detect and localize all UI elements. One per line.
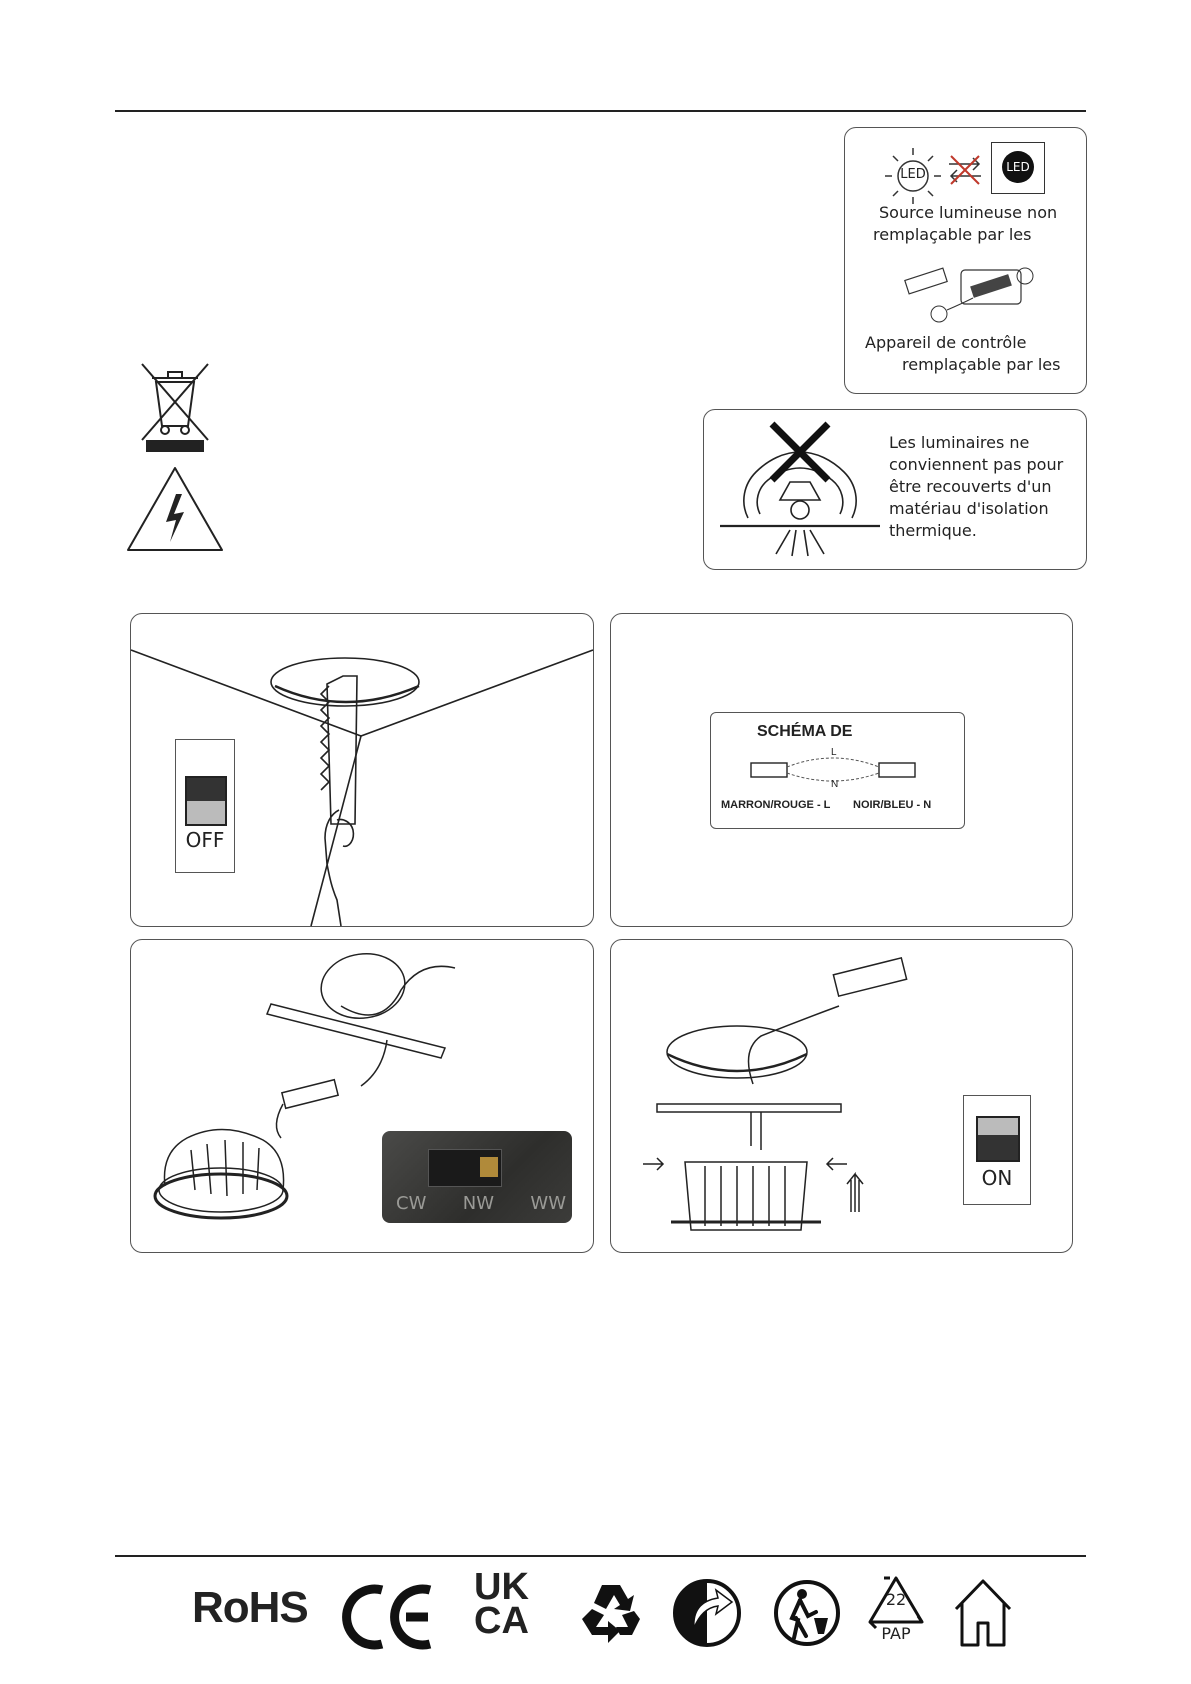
right-wire-label: NOIR/BLEU - N (853, 799, 932, 811)
cct-label-cw: CW (396, 1193, 427, 1214)
insulation-text (889, 432, 1063, 542)
pap-number: 22 (885, 1590, 907, 1609)
ukca-top: UK (474, 1566, 529, 1608)
top-rule (115, 110, 1086, 112)
step-2-panel (610, 613, 1073, 927)
wiring-schema-box (710, 712, 965, 829)
cct-switch-photo (382, 1131, 572, 1223)
step-3-panel (130, 939, 594, 1253)
rohs-logo: RoHS (192, 1583, 308, 1632)
control-text-line2: remplaçable par les (902, 355, 1061, 374)
indoor-use-house-icon (952, 1574, 1014, 1652)
insulation-cross-icon (720, 422, 880, 558)
insulation-line-1: Les luminaires ne (889, 433, 1030, 452)
power-switch-off (175, 739, 235, 873)
pap-label: PAP (881, 1624, 911, 1643)
source-text-line2: remplaçable par les (873, 225, 1032, 244)
schema-title: SCHÉMA DE (757, 723, 853, 740)
led-label: LED (900, 167, 926, 182)
bottom-rule (115, 1555, 1086, 1557)
switch-off-label: OFF (185, 828, 225, 852)
electrical-hazard-icon (124, 464, 226, 554)
wire-l-label: L (831, 747, 837, 758)
recycle-icon (576, 1576, 646, 1654)
cct-labels (396, 1193, 566, 1214)
wire-n-label: N (831, 779, 839, 790)
tidyman-icon (772, 1574, 842, 1652)
left-wire-label: MARRON/ROUGE - L (721, 799, 831, 811)
green-dot-icon (672, 1574, 742, 1652)
no-replace-arrows-icon (945, 150, 985, 190)
led-label-dark: LED (1006, 160, 1030, 174)
ukca-bottom: CA (474, 1600, 529, 1642)
led-replaceability-box (844, 127, 1087, 394)
weee-crossed-bin-icon (138, 360, 212, 454)
insulation-line-3: être recouverts d'un (889, 477, 1052, 496)
cct-label-nw: NW (462, 1193, 495, 1214)
cct-label-ww: WW (530, 1193, 566, 1214)
cct-switch-knob (480, 1157, 498, 1177)
insulation-line-2: conviennent pas pour (889, 455, 1064, 474)
step-1-panel (130, 613, 594, 927)
driver-replace-icon (901, 254, 1041, 324)
ukca-logo (474, 1566, 544, 1648)
source-text-line1: Source lumineuse non (879, 203, 1058, 222)
insulation-line-4: matériau d'isolation (889, 499, 1049, 518)
insulation-warning-box (703, 409, 1087, 570)
insulation-line-5: thermique. (889, 521, 977, 540)
control-text-line1: Appareil de contrôle (865, 333, 1027, 352)
step-4-panel (610, 939, 1073, 1253)
switch-on-rocker (976, 1116, 1020, 1162)
power-switch-on (963, 1095, 1031, 1205)
switch-off-rocker (185, 776, 227, 826)
ce-mark-icon (344, 1578, 438, 1656)
switch-on-label: ON (981, 1166, 1013, 1190)
